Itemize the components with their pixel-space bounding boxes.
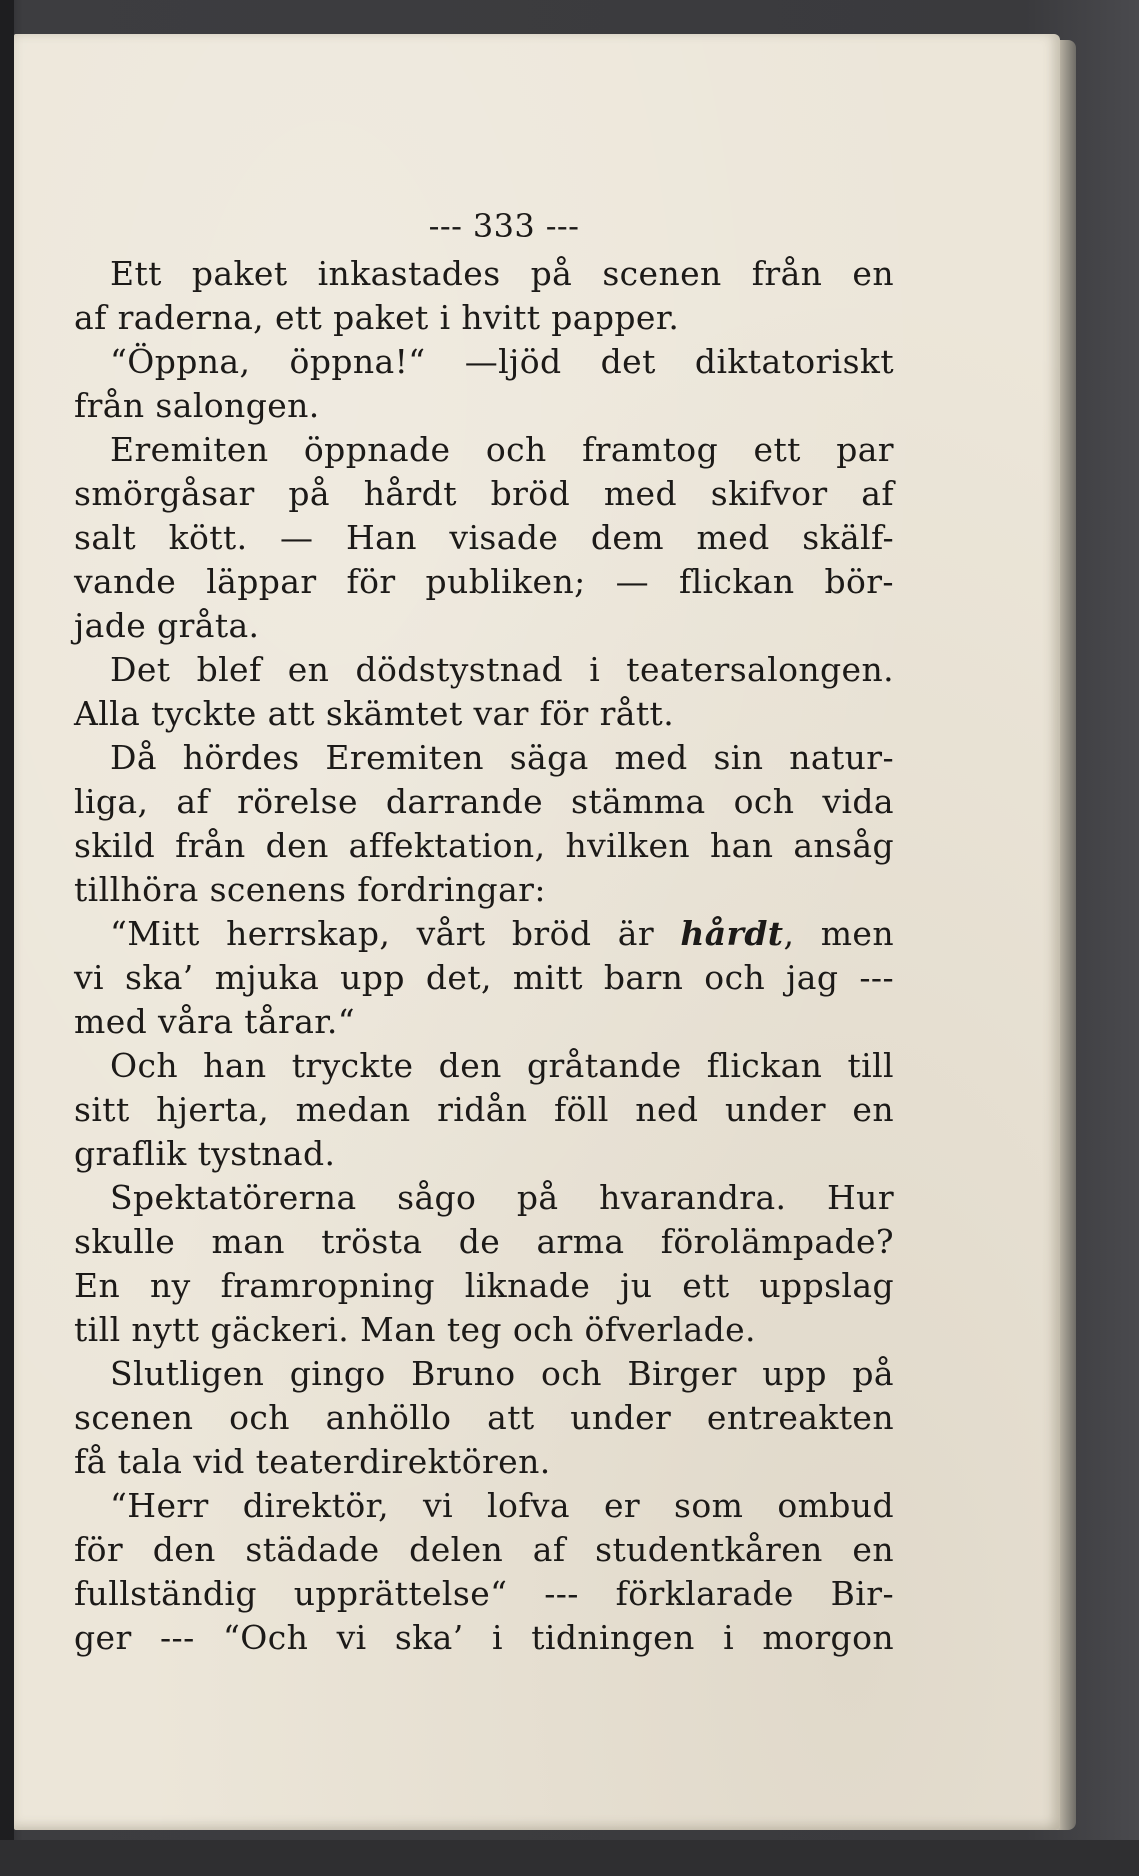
- text-line: “Öppna, öppna!“ —ljöd det diktatoriskt: [110, 342, 894, 381]
- text-line: graflik tystnad.: [74, 1134, 336, 1173]
- text-line: salt kött. — Han visade dem med skälf-: [74, 518, 894, 557]
- text-line: med våra tårar.“: [74, 1002, 355, 1041]
- quote-end: , men: [783, 914, 894, 953]
- text-line: scenen och anhöllo att under entreakten: [74, 1398, 894, 1437]
- text-line: fullständig upprättelse“ --- förklarade Bir-: [74, 1574, 894, 1613]
- page-number: --- 333 ---: [428, 207, 580, 245]
- page-text: [74, 204, 894, 1660]
- text-line: till nytt gäckeri. Man teg och öfverlade.: [74, 1310, 756, 1349]
- text-line: En ny framropning liknade ju ett uppslag: [74, 1266, 894, 1305]
- text-line: “Herr direktör, vi lofva er som ombud: [110, 1486, 894, 1525]
- text-line: jade gråta.: [74, 606, 260, 645]
- text-line: liga, af rörelse darrande stämma och vida: [74, 782, 894, 821]
- text-line: skild från den affektation, hvilken han ansåg: [74, 826, 894, 865]
- text-line: för den städade delen af studentkåren en: [74, 1530, 894, 1569]
- text-line: Spektatörerna sågo på hvarandra. Hur: [110, 1178, 894, 1217]
- text-line: af raderna, ett paket i hvitt papper.: [74, 298, 680, 337]
- text-line: vande läppar för publiken; — flickan bör-: [74, 562, 894, 601]
- text-line: tillhöra scenens fordringar:: [74, 870, 546, 909]
- text-line: Alla tyckte att skämtet var för rått.: [74, 694, 675, 733]
- text-line: Det blef en dödstystnad i teatersalongen.: [110, 650, 894, 689]
- book-binding: [0, 0, 14, 1876]
- text-line: vi ska’ mjuka upp det, mitt barn och jag ---: [74, 958, 894, 997]
- text-line: skulle man trösta de arma förolämpade?: [74, 1222, 894, 1261]
- text-line: från salongen.: [74, 386, 320, 425]
- text-line: Ett paket inkastades på scenen från en: [110, 254, 894, 293]
- quote-start: “Mitt herrskap, vårt bröd är: [110, 914, 681, 953]
- text-line: ger --- “Och vi ska’ i tidningen i morgon: [74, 1618, 894, 1657]
- text-line: Då hördes Eremiten säga med sin natur-: [110, 738, 894, 777]
- text-line: smörgåsar på hårdt bröd med skifvor af: [74, 474, 894, 513]
- text-line: få tala vid teaterdirektören.: [74, 1442, 551, 1481]
- text-line-quote: [74, 912, 894, 956]
- text-line: Eremiten öppnade och framtog ett par: [110, 430, 894, 469]
- text-line: Och han tryckte den gråtande flickan till: [110, 1046, 894, 1085]
- emphasized-word: hårdt: [680, 914, 784, 953]
- book-page: [14, 34, 1060, 1830]
- text-line: sitt hjerta, medan ridån föll ned under en: [74, 1090, 894, 1129]
- scan-bottom-strip: [0, 1840, 1139, 1876]
- text-line: Slutligen gingo Bruno och Birger upp på: [110, 1354, 894, 1393]
